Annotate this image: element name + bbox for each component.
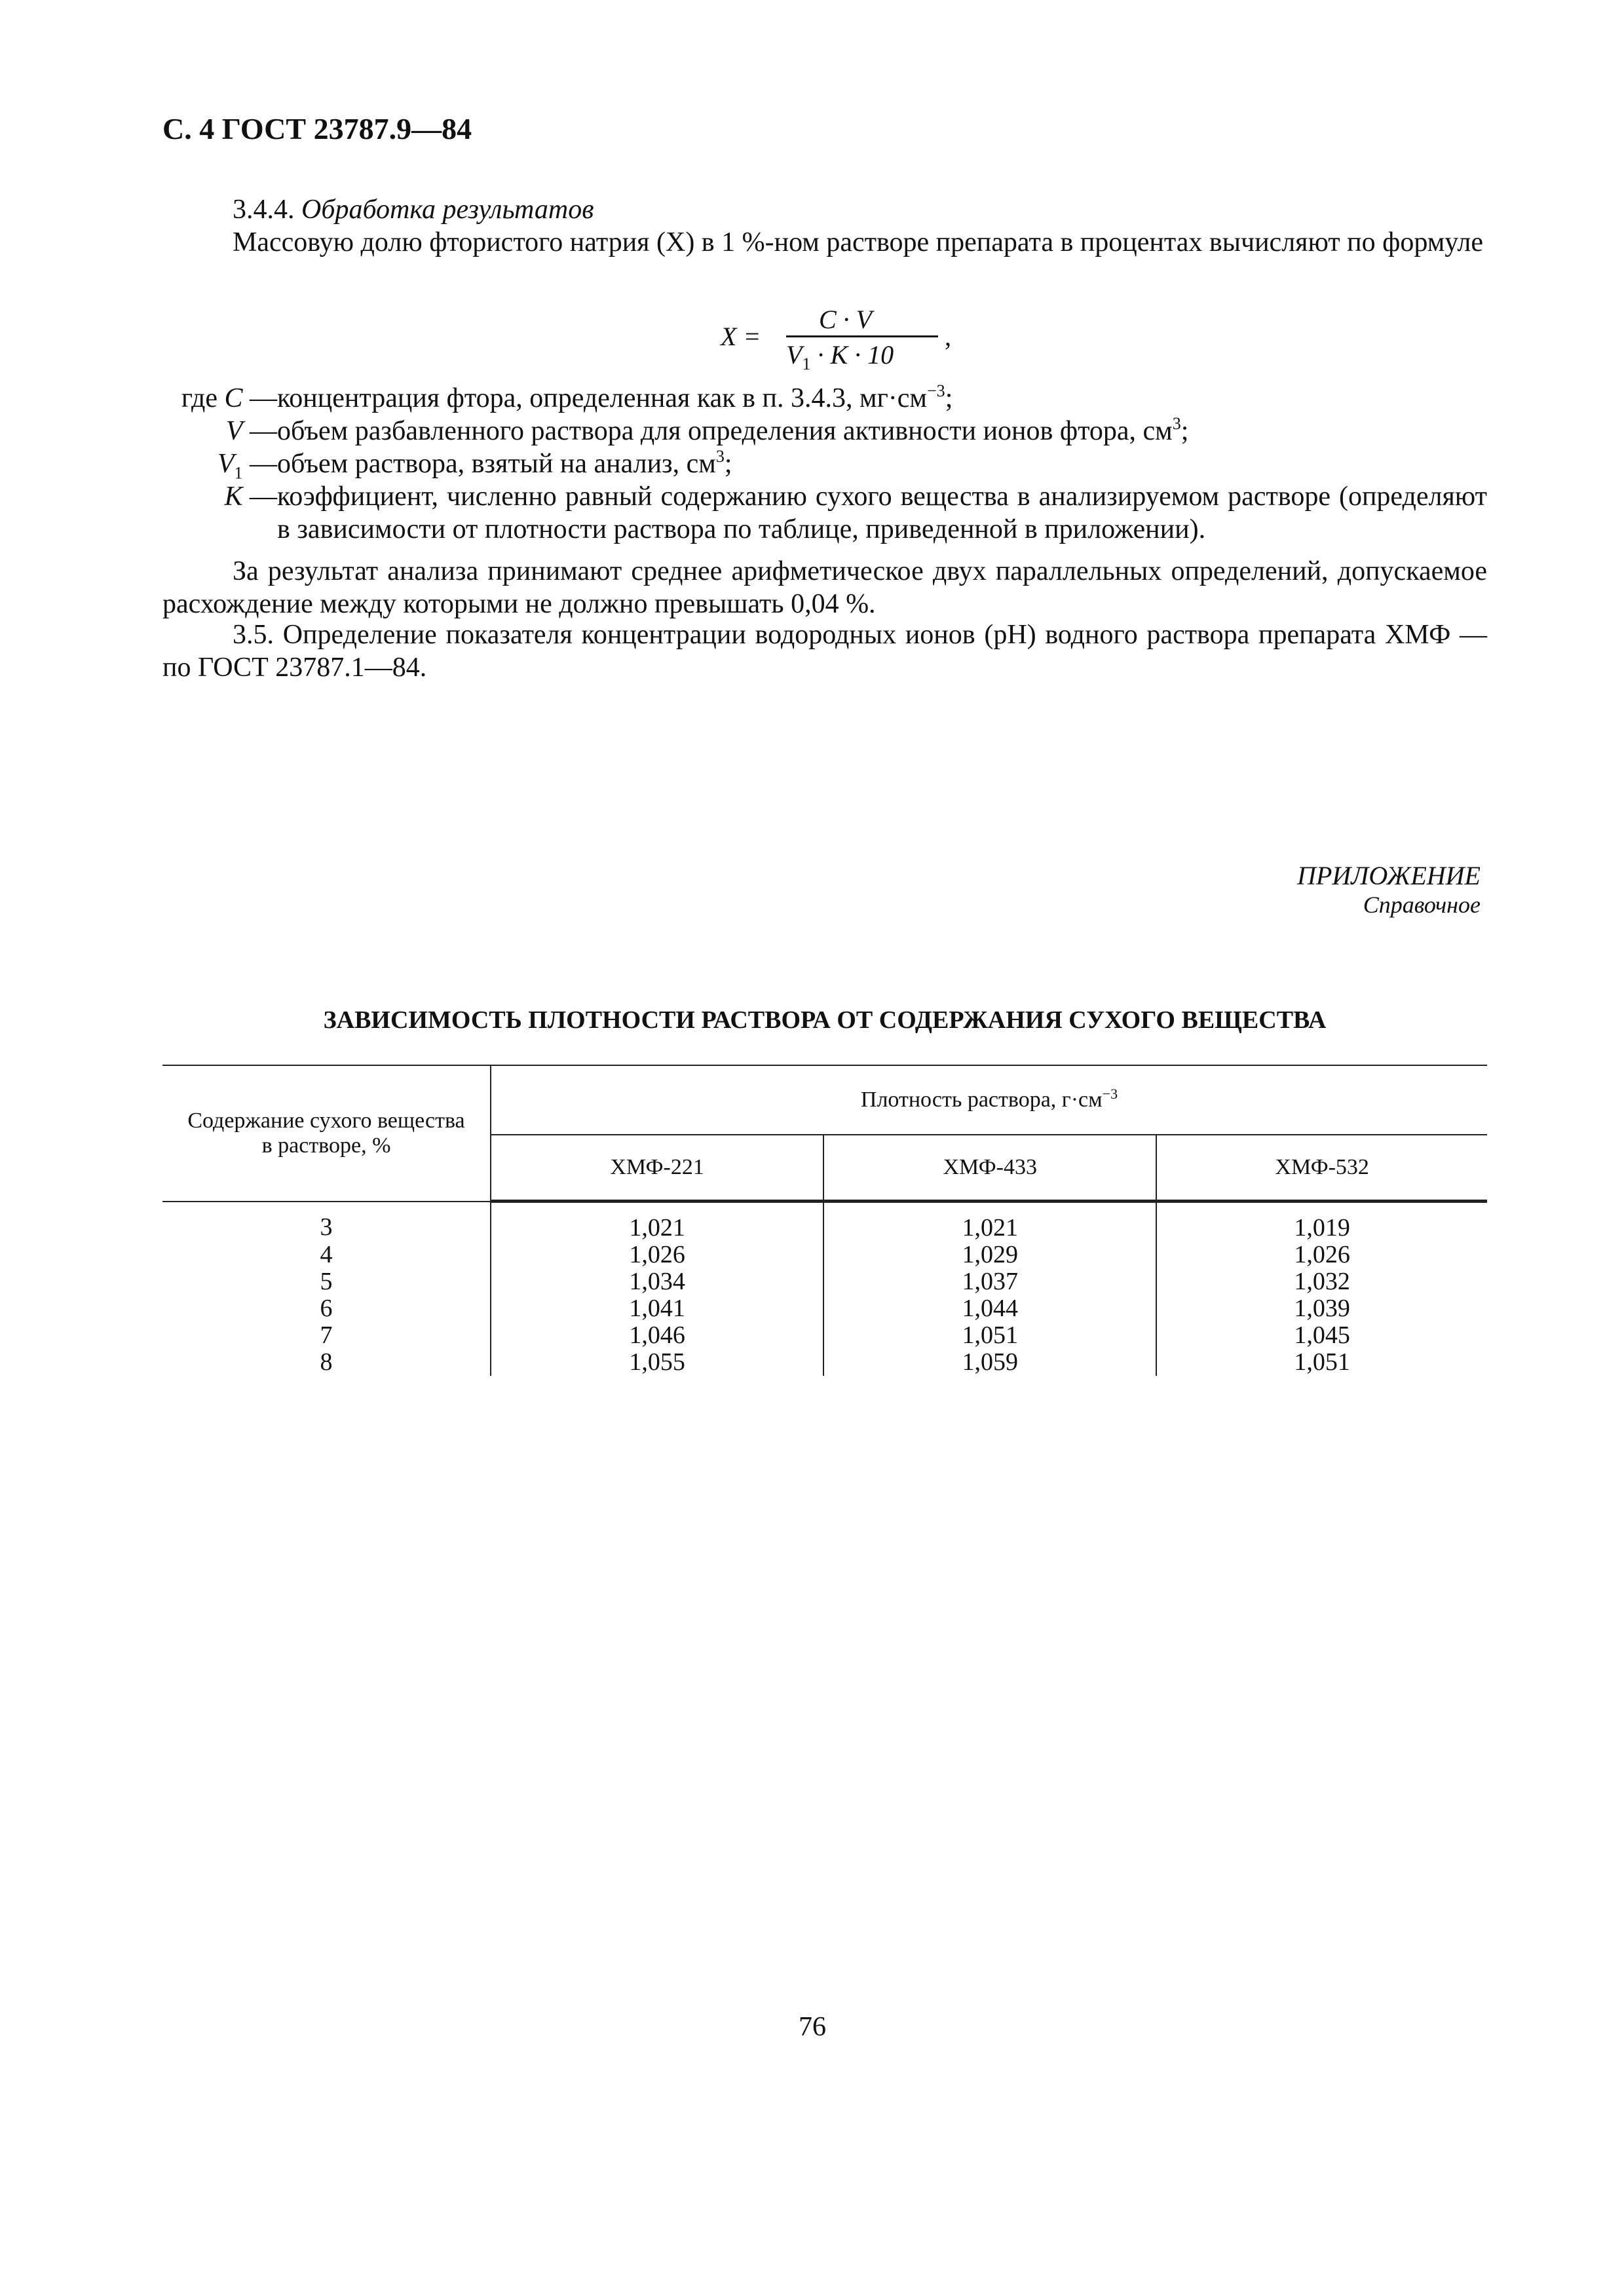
group-header-text: Плотность раствора, г·см xyxy=(860,1088,1103,1112)
table-cell: 1,059 xyxy=(823,1349,1156,1376)
table-row xyxy=(162,1295,1487,1322)
table-title: ЗАВИСИМОСТЬ ПЛОТНОСТИ РАСТВОРА ОТ СОДЕРЖАНИЯ СУХОГО ВЕЩЕСТВА xyxy=(323,1006,1327,1034)
section-number: 3.4.4. xyxy=(233,195,295,225)
definitions-list xyxy=(162,382,1487,546)
den-rest: · K · 10 xyxy=(810,340,894,370)
definition-text: объем разбавленного раствора для определения активности ионов фтора, см xyxy=(277,416,1173,446)
appendix-kind: Справочное xyxy=(1363,892,1481,918)
table-cell: 7 xyxy=(320,1321,333,1349)
column-header-hmf-221: ХМФ-221 xyxy=(491,1135,823,1202)
definition-tail: ; xyxy=(724,449,732,479)
paragraph-intro: Массовую долю фтористого натрия (X) в 1 %-ном растворе препарата в процентах вычисляют по формуле xyxy=(233,227,1484,257)
table-cell: 1,045 xyxy=(1156,1322,1487,1349)
table-row xyxy=(162,1268,1487,1295)
definition-item xyxy=(162,382,1487,415)
table-cell: 1,021 xyxy=(823,1202,1156,1242)
table-cell: 6 xyxy=(320,1295,333,1322)
table-row xyxy=(162,1322,1487,1349)
definition-sup: 3 xyxy=(1172,414,1181,433)
formula-lhs: X = xyxy=(721,322,761,351)
formula-numerator: C · V xyxy=(819,305,873,334)
fraction-bar xyxy=(786,335,938,337)
table-row xyxy=(162,1349,1487,1376)
group-header-sup: −3 xyxy=(1102,1086,1118,1102)
table-cell: 3 xyxy=(320,1213,333,1242)
symbol-subscript: 1 xyxy=(234,463,243,483)
table-cell: 1,026 xyxy=(1156,1242,1487,1268)
symbol-letter: V xyxy=(225,416,243,446)
table-row xyxy=(162,1242,1487,1268)
section-heading xyxy=(233,194,594,225)
definition-item xyxy=(162,447,1487,483)
definition-dash: — xyxy=(242,482,277,512)
appendix-title: ПРИЛОЖЕНИЕ xyxy=(1297,861,1481,890)
definition-text: объем раствора, взятый на анализ, см xyxy=(277,449,716,479)
table-cell: 8 xyxy=(320,1348,333,1376)
table-cell: 1,037 xyxy=(823,1268,1156,1295)
table-cell: 1,044 xyxy=(823,1295,1156,1322)
definition-text: коэффициент, численно равный содержанию сухого вещества в анализируемом растворе (определяют в зависимости от плотности раствора по таблице, приведенной в приложении). xyxy=(277,482,1487,544)
column-header-hmf-433: ХМФ-433 xyxy=(823,1135,1156,1202)
table-cell: 1,055 xyxy=(491,1349,823,1376)
table-cell: 1,034 xyxy=(491,1268,823,1295)
page-header: С. 4 ГОСТ 23787.9—84 xyxy=(162,112,472,145)
definition-sup: 3 xyxy=(715,447,725,466)
section-title: Обработка результатов xyxy=(301,195,594,225)
density-table xyxy=(162,1065,1487,1376)
table-header-row xyxy=(162,1065,1487,1135)
table-cell: 1,021 xyxy=(491,1202,823,1242)
table-row xyxy=(162,1202,1487,1242)
definition-dash: — xyxy=(242,383,277,413)
appendix-label xyxy=(1245,862,1481,919)
table-cell: 1,051 xyxy=(1156,1349,1487,1376)
definition-prefix: где xyxy=(181,383,225,413)
table-cell: 1,041 xyxy=(491,1295,823,1322)
symbol-letter: K xyxy=(224,482,243,512)
table-cell: 1,026 xyxy=(491,1242,823,1268)
table-cell: 5 xyxy=(320,1268,333,1295)
column-group-density xyxy=(491,1065,1487,1135)
definition-symbol xyxy=(162,480,277,522)
definition-tail: ; xyxy=(1180,416,1189,446)
table-cell: 1,032 xyxy=(1156,1268,1487,1295)
column-header-hmf-532: ХМФ-532 xyxy=(1156,1135,1487,1202)
table-cell: 1,039 xyxy=(1156,1295,1487,1322)
table-cell: 1,019 xyxy=(1156,1202,1487,1242)
column-header-line: Содержание сухого вещества xyxy=(187,1108,465,1133)
definition-item xyxy=(162,480,1487,546)
definition-tail: ; xyxy=(945,383,953,413)
definition-dash: — xyxy=(242,449,277,479)
page-number: 76 xyxy=(799,2012,826,2042)
definition-text: концентрация фтора, определенная как в п. 3.4.3, мг·см xyxy=(277,383,928,413)
den-symbol: V xyxy=(786,340,803,370)
paragraph-result: За результат анализа принимают среднее арифметическое двух параллельных определений, допускаемое расхождение между которыми не должно превышать 0,04 %. xyxy=(162,556,1487,619)
table-cell: 1,051 xyxy=(823,1322,1156,1349)
definition-item xyxy=(162,415,1487,447)
formula-comma: , xyxy=(945,322,951,351)
table-cell: 1,029 xyxy=(823,1242,1156,1268)
table-cell: 4 xyxy=(320,1241,333,1268)
symbol-letter: C xyxy=(224,383,243,413)
definition-sup: −3 xyxy=(927,381,945,400)
den-subscript: 1 xyxy=(802,354,811,373)
formula-denominator xyxy=(786,339,894,374)
column-header-line: в растворе, % xyxy=(261,1133,391,1158)
formula xyxy=(721,305,970,380)
paragraph-ph: 3.5. Определение показателя концентрации водородных ионов (pH) водного раствора препарата ХМФ — по ГОСТ 23787.1—84. xyxy=(162,620,1487,683)
table-cell: 1,046 xyxy=(491,1322,823,1349)
column-header-content xyxy=(162,1065,491,1202)
definition-dash: — xyxy=(242,416,277,446)
symbol-letter: V xyxy=(217,449,235,479)
